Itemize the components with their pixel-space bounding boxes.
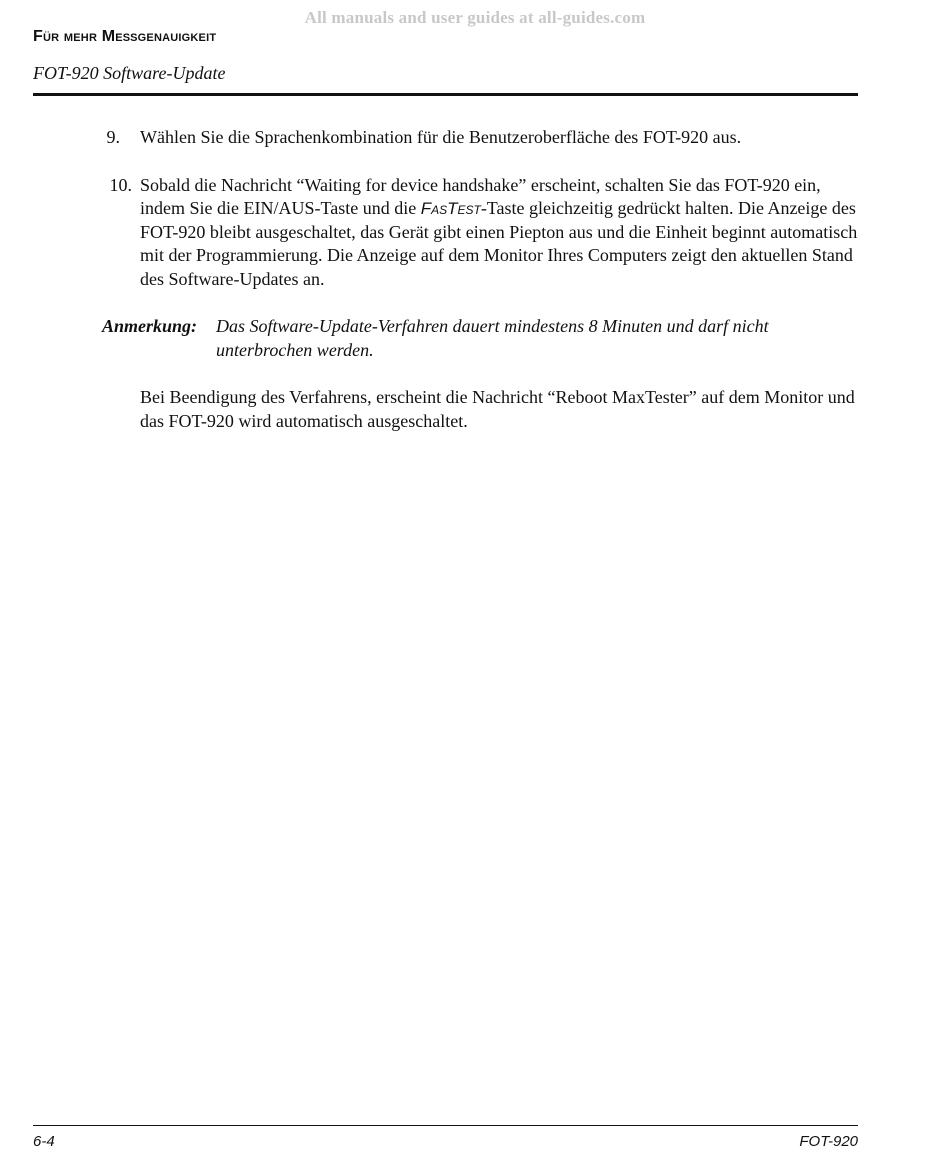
note-label: Anmerkung: <box>102 316 198 336</box>
page-number: 6-4 <box>33 1133 55 1150</box>
header-rule <box>33 93 858 96</box>
note-text: Das Software-Update-Verfahren dauert mindestens 8 Minuten und darf nicht unterbrochen werden. <box>216 316 769 360</box>
watermark-text: All manuals and user guides at all-guides.com <box>304 8 646 27</box>
step-number: 9. <box>106 127 120 147</box>
step-9 <box>100 126 860 150</box>
chapter-heading: Für mehr Meßgenauigkeit <box>33 28 217 45</box>
step-text: Wählen Sie die Sprachenkombination für die Benutzeroberfläche des FOT-920 aus. <box>140 127 742 147</box>
step-10 <box>100 174 860 292</box>
step-text-part1: Sobald die Nachricht “Waiting for device handshake” erscheint, schalten Sie das FOT-920 ein, indem Sie die EIN/AUS-Taste und die <box>140 174 821 218</box>
page-content <box>100 126 860 433</box>
section-title: FOT-920 Software-Update <box>33 63 226 83</box>
footer-product-name: FOT-920 <box>799 1133 858 1150</box>
step-number: 10. <box>109 174 132 195</box>
note-block <box>100 315 860 362</box>
fastest-key-name: FasTest <box>420 199 481 218</box>
footer-rule <box>33 1125 858 1126</box>
step-text-part2: -Taste gleichzeitig gedrückt halten. Die Anzeige des FOT-920 bleibt ausgeschaltet, das Gerät gibt einen Piepton aus und die Einheit beginnt automatisch mit der Programmierung. Die Anzeige auf dem Monitor Ihres Computers zeigt den aktuellen Stand des Software-Updates an. <box>140 198 858 289</box>
closing-paragraph: Bei Beendigung des Verfahrens, erscheint die Nachricht “Reboot MaxTester” auf dem Monitor und das FOT-920 wird automatisch ausgeschaltet. <box>140 387 855 431</box>
